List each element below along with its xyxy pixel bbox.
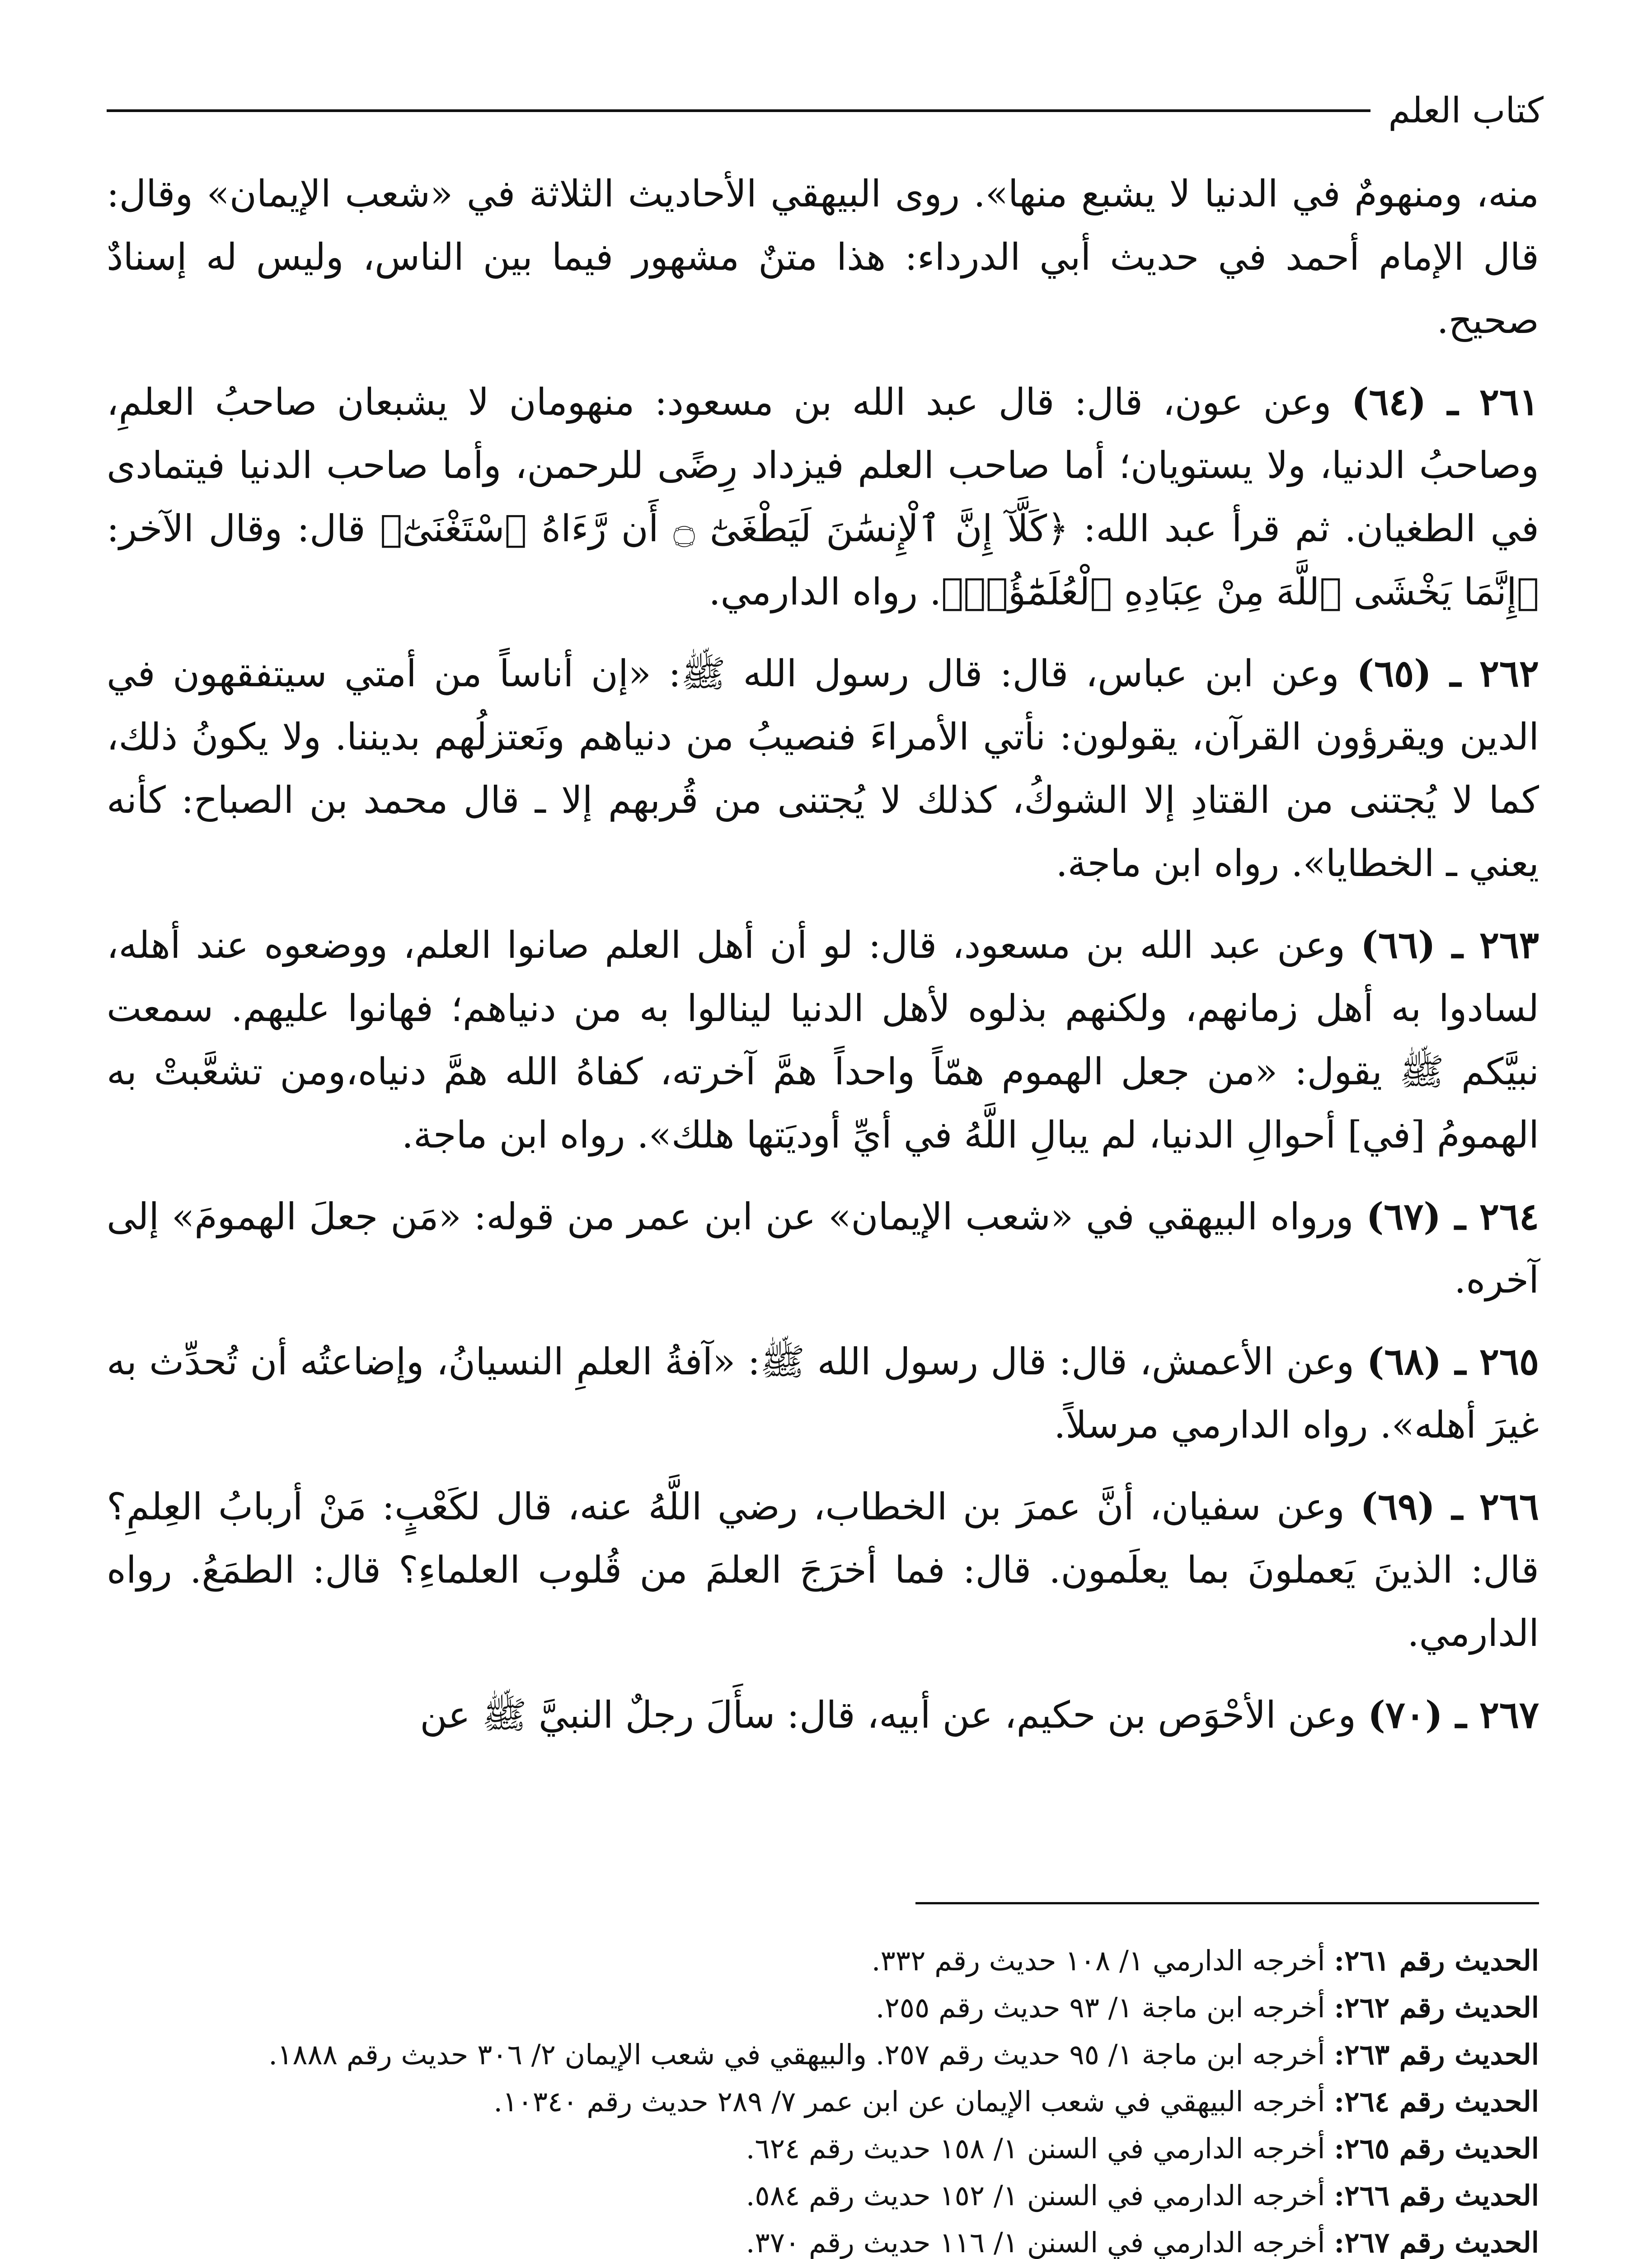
- footnotes: [107, 1938, 1539, 2259]
- hadith-text: وعن الأحْوَص بن حكيم، عن أبيه، قال: سأَلَ رجلٌ النبيَّ ﷺ عن: [420, 1694, 1356, 1737]
- hadith-263: [107, 914, 1539, 1167]
- footnote-label: الحديث رقم ٢٦٧:: [1334, 2226, 1539, 2259]
- footnote-label: الحديث رقم ٢٦٥:: [1334, 2132, 1539, 2165]
- hadith-number: ٢٦٦ ـ (٦٩): [1360, 1485, 1539, 1528]
- paragraph-text: منه، ومنهومٌ في الدنيا لا يشبع منها». روى البيهقي الأحاديث الثلاثة في «شعب الإيمان» وقال: قال الإمام أحمد في حديث أبي الدرداء: هذا متنٌ مشهور فيما بين الناس، وليس له إسنادٌ صحيح.: [107, 173, 1539, 342]
- book-title: كتاب العلم: [1388, 90, 1544, 131]
- footnote-text: أخرجه ابن ماجة ١/ ٩٥ حديث رقم ٢٥٧. والبيهقي في شعب الإيمان ٢/ ٣٠٦ حديث رقم ١٨٨٨.: [268, 2038, 1325, 2071]
- footnote-text: أخرجه الدارمي في السنن ١/ ١٥٢ حديث رقم ٥٨٤.: [746, 2179, 1325, 2212]
- footnote-text: أخرجه البيهقي في شعب الإيمان عن ابن عمر ٧/ ٢٨٩ حديث رقم ١٠٣٤٠.: [493, 2085, 1325, 2118]
- footnote: [107, 1985, 1539, 2030]
- footnote-separator: [915, 1902, 1539, 1904]
- footnote: [107, 2032, 1539, 2077]
- hadith-261: [107, 370, 1539, 624]
- hadith-number: ٢٦٤ ـ (٦٧): [1366, 1195, 1539, 1238]
- header-rule: [107, 109, 1370, 112]
- footnote-label: الحديث رقم ٢٦٢:: [1334, 1991, 1539, 2024]
- main-text: [107, 163, 1539, 1765]
- hadith-number: ٢٦٢ ـ (٦٥): [1356, 652, 1539, 695]
- footnote-text: أخرجه الدارمي ١/ ١٠٨ حديث رقم ٣٣٢.: [871, 1944, 1325, 1977]
- footnote: [107, 2079, 1539, 2124]
- hadith-text: وعن ابن عباس، قال: قال رسول الله ﷺ: «إن أناساً من أمتي سيتفقهون في الدين ويقرؤون القرآن، يقولون: نأتي الأمراءَ فنصيبُ من دنياهم ونَعتزلُهم بديننا. ولا يكونُ ذلك، كما لا يُجتنى من القتادِ إلا الشوكُ، كذلك لا يُجتنى من قُربهم إلا ـ قال محمد بن الصباح: كأنه يعني ـ الخطايا». رواه ابن ماجة.: [107, 652, 1539, 885]
- hadith-text: ورواه البيهقي في «شعب الإيمان» عن ابن عمر من قوله: «مَن جعلَ الهمومَ» إلى آخره.: [107, 1195, 1539, 1302]
- hadith-text: وعن الأعمش، قال: قال رسول الله ﷺ: «آفةُ العلمِ النسيانُ، وإضاعتُه أن تُحدِّث به غيرَ أهله». رواه الدارمي مرسلاً.: [107, 1340, 1539, 1447]
- hadith-text: وعن سفيان، أنَّ عمرَ بن الخطاب، رضي اللَّهُ عنه، قال لكَعْبٍ: مَنْ أربابُ العِلمِ؟ قال: الذينَ يَعملونَ بما يعلَمون. قال: فما أخرَجَ العلمَ من قُلوب العلماءِ؟ قال: الطمَعُ. رواه الدارمي.: [107, 1486, 1539, 1655]
- footnote: [107, 1938, 1539, 1983]
- hadith-265: [107, 1330, 1539, 1457]
- paragraph-continuation: [107, 163, 1539, 352]
- hadith-264: [107, 1185, 1539, 1312]
- footnote-label: الحديث رقم ٢٦٣:: [1334, 2038, 1539, 2071]
- hadith-number: ٢٦٧ ـ (٧٠): [1368, 1693, 1539, 1737]
- hadith-262: [107, 642, 1539, 895]
- footnote-label: الحديث رقم ٢٦١:: [1334, 1944, 1539, 1977]
- running-header: [107, 90, 1544, 131]
- footnote: [107, 2220, 1539, 2259]
- hadith-text: وعن عون، قال: قال عبد الله بن مسعود: منهومان لا يشبعان صاحبُ العلمِ، وصاحبُ الدنيا، ولا يستويان؛ أما صاحب العلم فيزداد رِضًى للرحمن، وأما صاحب الدنيا فيتمادى في الطغيان. ثم قرأ عبد الله: ﴿كَلَّآ إِنَّ ٱلْإِنسَٰنَ لَيَطْغَىٰٓ ۝ أَن رَّءَاهُ ٱسْتَغْنَىٰٓ﴾ قال: وقال الآخر: ﴿إِنَّمَا يَخْشَى ٱللَّهَ مِنْ عِبَادِهِ ٱلْعُلَمَٰٓؤُا۟﴾. رواه الدارمي.: [107, 381, 1539, 614]
- hadith-text: وعن عبد الله بن مسعود، قال: لو أن أهل العلم صانوا العلم، ووضعوه عند أهله، لسادوا به أهل زمانهم، ولكنهم بذلوه لأهل الدنيا لينالوا به من دنياهم؛ فهانوا عليهم. سمعت نبيَّكم ﷺ يقول: «من جعل الهموم همّاً واحداً همَّ آخرته، كفاهُ الله همَّ دنياه،ومن تشعَّبتْ به الهمومُ [في] أحوالِ الدنيا، لم يبالِ اللَّهُ في أيِّ أوديَتها هلك». رواه ابن ماجة.: [107, 924, 1539, 1157]
- hadith-number: ٢٦٥ ـ (٦٨): [1366, 1340, 1539, 1383]
- hadith-number: ٢٦٣ ـ (٦٦): [1361, 923, 1539, 967]
- footnote-text: أخرجه الدارمي في السنن ١/ ١٥٨ حديث رقم ٦٢٤.: [746, 2132, 1325, 2165]
- footnote-text: أخرجه ابن ماجة ١/ ٩٣ حديث رقم ٢٥٥.: [875, 1991, 1325, 2024]
- footnote-label: الحديث رقم ٢٦٤:: [1334, 2085, 1539, 2118]
- footnote: [107, 2173, 1539, 2218]
- footnote-label: الحديث رقم ٢٦٦:: [1334, 2179, 1539, 2212]
- hadith-267: [107, 1683, 1539, 1747]
- footnote-text: أخرجه الدارمي في السنن ١/ ١١٦ حديث رقم ٣٧٠.: [746, 2226, 1325, 2259]
- hadith-266: [107, 1475, 1539, 1665]
- footnote: [107, 2126, 1539, 2171]
- hadith-number: ٢٦١ ـ (٦٤): [1351, 380, 1539, 424]
